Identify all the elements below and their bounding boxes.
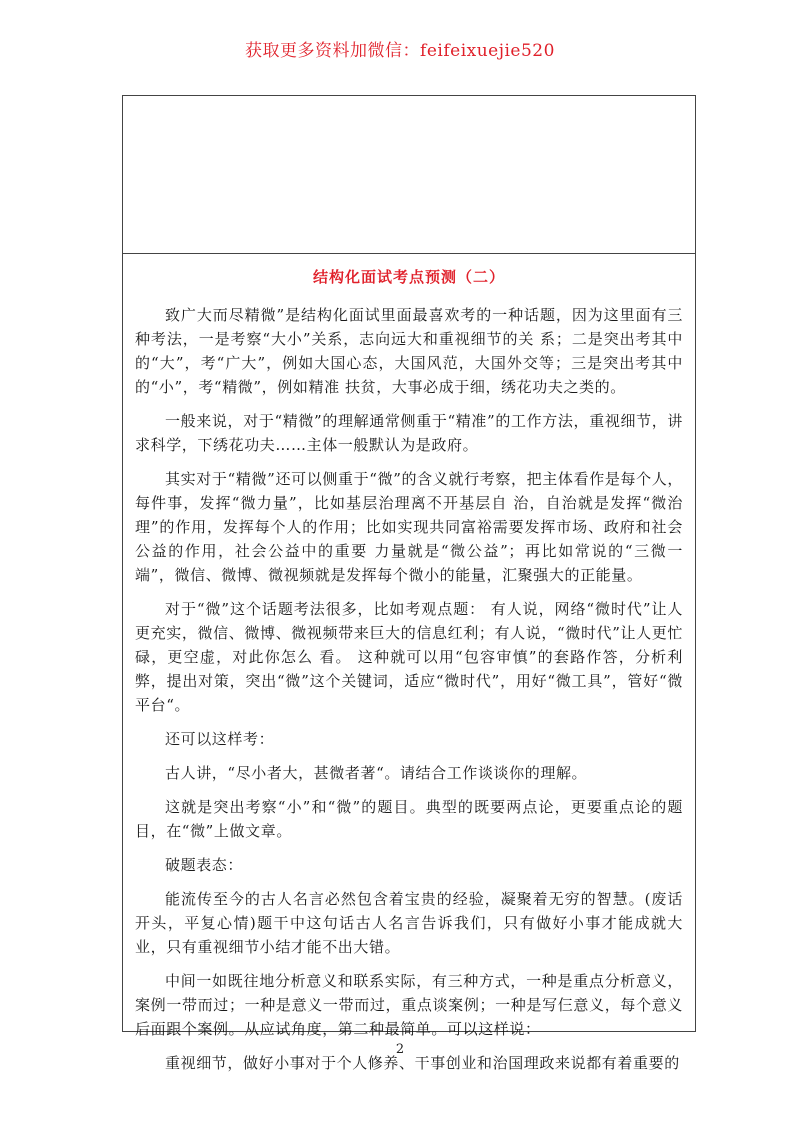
watermark-text: 获取更多资料加微信：feifeixuejie520 [245, 41, 555, 61]
paragraph: 这就是突出考察“小”和“微”的题目。典型的既要两点论，更要重点论的题目，在“微”上做文章。 [135, 798, 683, 840]
paragraph: 还可以这样考： [165, 730, 275, 748]
paragraph: 其实对于“精微”还可以侧重于“微”的含义就行考察，把主体看作是每个人，每件事，发挥“微力量”，比如基层治理离不开基层自 治，自治就是发挥“微治理”的作用，发挥每个人的作用；比如实现共同富裕需要发挥市场、政府和社会公益的作用，社会公益中的重要 力量就是“微公益”；再比如常说的“三微一端”，微信、微博、微视频就是发挥每个微小的能量，汇聚强大的正能量。 [135, 470, 683, 584]
blank-table-cell [123, 96, 695, 254]
paragraph: 致广大而尽精微”是结构化面试里面最喜欢考的一种话题，因为这里面有三种考法，一是考察“大小”关系，志向远大和重视细节的关 系；二是突出考其中的“大”，考“广大”，例如大国心态，大国风范，大国外交等；三是突出考其中的“小”，考“精微”，例如精准 扶贫，大事必成于细，绣花功夫之类的。 [135, 306, 683, 396]
paragraph: 古人讲，“尽小者大，甚微者著“。请结合工作谈谈你的理解。 [165, 764, 588, 782]
paragraph: 一般来说，对于“精微”的理解通常侧重于“精准”的工作方法，重视细节，讲求科学，下绣花功夫……主体一般默认为是政府。 [135, 412, 683, 454]
page-number: 2 [395, 1042, 405, 1057]
article-title: 结构化面试考点预测（二） [312, 268, 505, 286]
paragraph: 中间一如既往地分析意义和联系实际，有三种方式，一种是重点分析意义，案例一带而过；一种是意义一带而过，重点谈案例；一种是写仨意义，每个意义后面跟个案例。从应试角度，第二种最简单。可以这样说： [135, 972, 683, 1038]
paragraph: 破题表态： [165, 856, 244, 874]
content-table [122, 95, 696, 1072]
article-cell [123, 266, 695, 1075]
paragraph: 对于“微”这个话题考法很多，比如考观点题： 有人说，网络“微时代”让人更充实，微信、微博、微视频带来巨大的信息红利；有人说，“微时代”让人更忙碌，更空虚，对此你怎么 看。 这种就可以用“包容审慎”的套路作答，分析利弊，提出对策，突出“微”这个关键词，适应“微时代”，用好“微工具”，管好“微平台“。 [135, 600, 683, 714]
paragraph: 能流传至今的古人名言必然包含着宝贵的经验，凝聚着无穷的智慧。(废话开头，平复心情)题干中这句话古人名言告诉我们，只有做好小事才能成就大业，只有重视细节小结才能不出大错。 [135, 890, 683, 956]
paragraph: 重视细节，做好小事对于个人修养、干事创业和治国理政来说都有着重要的 [165, 1054, 680, 1072]
